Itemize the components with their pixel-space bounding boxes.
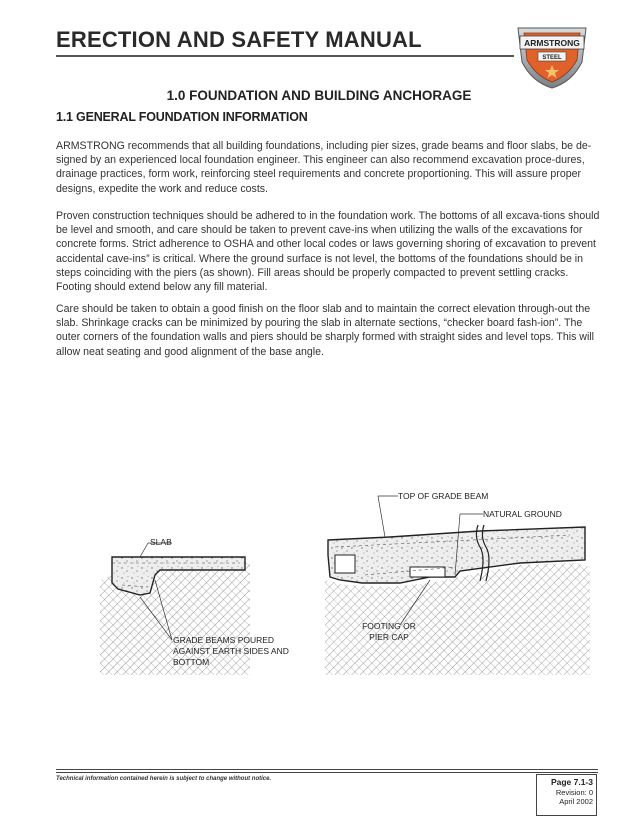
- label-footing-or-pier-cap: FOOTING OR PIER CAP: [362, 621, 416, 642]
- footer-divider: [56, 772, 598, 773]
- page-info-box: [536, 774, 597, 816]
- logo-subtext: STEEL: [542, 55, 562, 61]
- body-paragraph: Proven construction techniques should be adhered to in the foundation work. The bottoms of all excava-tions should be level and smooth, and care should be taken to prevent cave-ins when utilizing the walls of the excavations for concrete forms. Strict adherence to OSHA and other local codes or laws governing shoring of excavation to prevent accidental cave-ins” is critical. Where the ground surface is not level, the bottoms of the foundations should be in steps coinciding with the piers (as shown). Fill areas should be properly compacted to prevent settling cracks. Footing should extend below any fill material.: [56, 210, 600, 294]
- footer-divider: [56, 769, 598, 770]
- subsection-title: 1.1 GENERAL FOUNDATION INFORMATION: [56, 110, 308, 124]
- label-grade-beams: GRADE BEAMS POURED AGAINST EARTH SIDES AND BOTTOM: [173, 635, 289, 667]
- armstrong-steel-logo: [512, 20, 592, 90]
- label-slab: SLAB: [150, 537, 172, 547]
- revision-label: Revision: 0: [555, 788, 593, 797]
- logo-text: ARMSTRONG: [524, 38, 580, 48]
- body-paragraph: ARMSTRONG recommends that all building foundations, including pier sizes, grade beams and floor slabs, be de-signed by an experienced local foundation engineer. This engineer can also recommend excavation proce-dures, drainage practices, form work, reinforcing steel requirements and concrete proportioning. This will assure proper designs, expedite the work and reduce costs.: [56, 140, 592, 195]
- revision-date: April 2002: [559, 797, 593, 806]
- title-divider: [56, 55, 514, 57]
- page-number: Page 7.1-3: [550, 777, 593, 787]
- label-natural-ground: NATURAL GROUND: [483, 509, 562, 519]
- section-title: 1.0 FOUNDATION AND BUILDING ANCHORAGE: [166, 88, 472, 103]
- body-paragraph: Care should be taken to obtain a good finish on the floor slab and to maintain the correct elevation through-out the slab. Shrinkage cracks can be minimized by pouring the slab in alternate sections, “checker board fash-ion”. The outer corners of the foundation walls and piers should be sharply formed with straight sides and level tops. This will allow neat seating and good alignment of the base angle.: [56, 303, 595, 358]
- manual-title: ERECTION AND SAFETY MANUAL: [56, 27, 422, 52]
- footer-disclaimer: Technical information contained herein is subject to change without notice.: [56, 776, 272, 782]
- label-top-of-grade-beam: TOP OF GRADE BEAM: [398, 491, 489, 501]
